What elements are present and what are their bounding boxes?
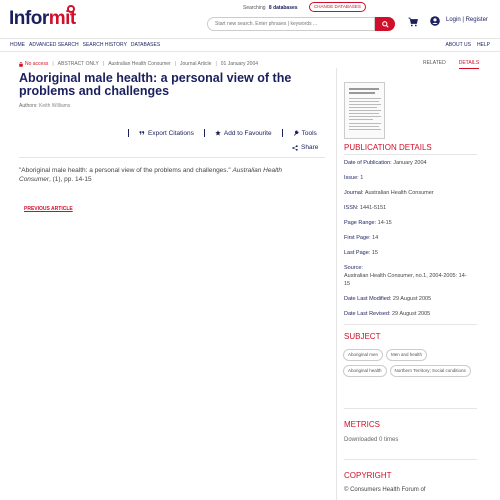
detail-label: Journal: — [344, 190, 364, 196]
tools-label: Tools — [301, 129, 317, 137]
copyright-text: © Consumers Health Forum of — [344, 487, 426, 493]
databases-count-link[interactable]: 8 databases — [268, 5, 298, 11]
citation-tail: , (1), pp. 14-15 — [48, 176, 92, 183]
detail-value: 14 — [372, 235, 379, 241]
user-account-icon[interactable] — [430, 16, 440, 26]
detail-date-of-publication — [344, 159, 469, 167]
metrics-heading: METRICS — [344, 420, 380, 429]
nav-search-history[interactable]: SEARCH HISTORY — [82, 42, 127, 48]
nav-advanced-search[interactable]: ADVANCED SEARCH — [29, 42, 79, 48]
search-icon — [382, 21, 389, 28]
tab-details[interactable]: DETAILS — [459, 60, 479, 69]
content-divider — [19, 157, 325, 158]
article-title: Aboriginal male health: a personal view of the problems and challenges — [19, 71, 292, 98]
logo-ring-icon — [67, 5, 75, 13]
detail-label: Issue: — [344, 175, 359, 181]
article-authors — [19, 103, 70, 109]
subject-heading: SUBJECT — [344, 332, 381, 341]
author-link[interactable]: Keith Williams — [39, 103, 71, 109]
detail-value: 29 August 2005 — [392, 311, 431, 317]
export-citations-button[interactable] — [139, 130, 194, 137]
section-divider — [344, 324, 477, 325]
article-date: 01 January 2004 — [220, 61, 259, 67]
nav-help[interactable]: HELP — [476, 42, 490, 48]
citation-text — [19, 166, 309, 184]
detail-label: Last Page: — [344, 250, 371, 256]
article-thumbnail[interactable] — [344, 82, 385, 139]
publication-details-heading: PUBLICATION DETAILS — [344, 143, 432, 152]
article-type: Journal Article — [180, 61, 212, 67]
lock-icon — [19, 62, 23, 67]
details-sidebar — [336, 68, 476, 500]
detail-label: Date Last Revised: — [344, 311, 391, 317]
cart-icon[interactable] — [408, 17, 418, 27]
change-databases-button[interactable]: CHANGE DATABASES — [309, 2, 366, 12]
article-tools — [128, 129, 317, 137]
detail-label: Date Last Modified: — [344, 296, 392, 302]
meta-separator: | — [102, 61, 105, 67]
tool-divider — [204, 129, 205, 137]
section-divider — [344, 408, 477, 409]
detail-journal — [344, 189, 469, 197]
citation-main: "Aboriginal male health: a personal view of the problems and challenges." — [19, 167, 231, 174]
tab-related[interactable]: RELATED — [423, 60, 446, 66]
searching-label: Searching — [243, 5, 266, 11]
detail-label: ISSN: — [344, 205, 359, 211]
detail-value: 15 — [371, 250, 378, 256]
search-input[interactable] — [207, 17, 375, 31]
detail-issn — [344, 204, 469, 212]
detail-value: January 2004 — [393, 160, 427, 166]
nav-home[interactable]: HOME — [10, 42, 25, 48]
detail-date-last-revised — [344, 310, 469, 318]
share-label: Share — [301, 144, 319, 151]
detail-page-range — [344, 219, 469, 227]
export-citations-label: Export Citations — [148, 129, 194, 137]
detail-date-last-modified — [344, 295, 469, 303]
authors-label: Authors: — [19, 103, 38, 109]
detail-value: Australian Health Consumer, no.1, 2004-2005: 14-15 — [344, 273, 467, 287]
copyright-heading: COPYRIGHT — [344, 471, 392, 480]
detail-issue — [344, 174, 469, 182]
meta-separator: | — [215, 61, 217, 67]
section-divider — [344, 459, 477, 460]
subject-chip[interactable]: Northern Territory; Social conditions — [390, 365, 471, 377]
subject-chip[interactable]: Aboriginal health — [343, 365, 387, 377]
detail-value: 1441-5151 — [359, 205, 387, 211]
detail-value: 1 — [360, 175, 364, 181]
detail-value: 29 August 2005 — [392, 296, 432, 302]
nav-about-us[interactable]: ABOUT US — [445, 42, 471, 48]
searching-info — [243, 5, 298, 11]
journal-link[interactable]: Australian Health Consumer — [108, 61, 171, 67]
share-button[interactable] — [292, 144, 318, 151]
detail-last-page — [344, 249, 469, 257]
meta-separator: | — [52, 61, 54, 67]
meta-separator: | — [174, 61, 177, 67]
detail-label: First Page: — [344, 235, 371, 241]
abstract-only-label: ABSTRACT ONLY — [57, 61, 99, 67]
tool-divider — [282, 129, 283, 137]
detail-first-page — [344, 234, 469, 242]
detail-label: Date of Publication: — [344, 160, 392, 166]
article-meta — [19, 61, 258, 67]
citation-journal: Australian Health Consumer — [19, 167, 282, 183]
detail-label: Source: — [344, 265, 363, 271]
subject-chip[interactable]: Men and health — [386, 349, 427, 361]
access-label: No access — [25, 61, 49, 67]
login-register-link[interactable]: Login | Register — [446, 17, 488, 23]
nav-databases[interactable]: DATABASES — [130, 42, 161, 48]
add-to-favourite-label: Add to Favourite — [223, 129, 272, 137]
informit-logo[interactable] — [9, 9, 76, 29]
previous-article-link[interactable]: PREVIOUS ARTICLE — [24, 206, 73, 212]
subject-chips — [343, 349, 471, 377]
subject-chip[interactable]: Aboriginal men — [343, 349, 383, 361]
wrench-icon — [293, 130, 299, 136]
search-button[interactable] — [375, 17, 395, 31]
share-icon — [292, 145, 298, 151]
downloads-count: Downloaded 0 times — [344, 437, 399, 443]
detail-source — [344, 264, 469, 288]
detail-value[interactable]: Australian Health Consumer — [364, 190, 434, 196]
logo-text-accent: mit — [48, 8, 76, 29]
main-navigation — [0, 38, 500, 52]
detail-value: 14-15 — [377, 220, 392, 226]
section-divider — [344, 154, 477, 155]
access-status — [19, 61, 48, 67]
star-icon — [215, 130, 221, 136]
top-header — [0, 0, 500, 38]
add-to-favourite-button[interactable] — [215, 130, 272, 137]
detail-label: Page Range: — [344, 220, 377, 226]
logo-text-main: Infor — [9, 8, 49, 29]
quote-icon — [139, 130, 145, 136]
tool-divider — [128, 129, 129, 137]
tools-button[interactable] — [293, 130, 317, 137]
